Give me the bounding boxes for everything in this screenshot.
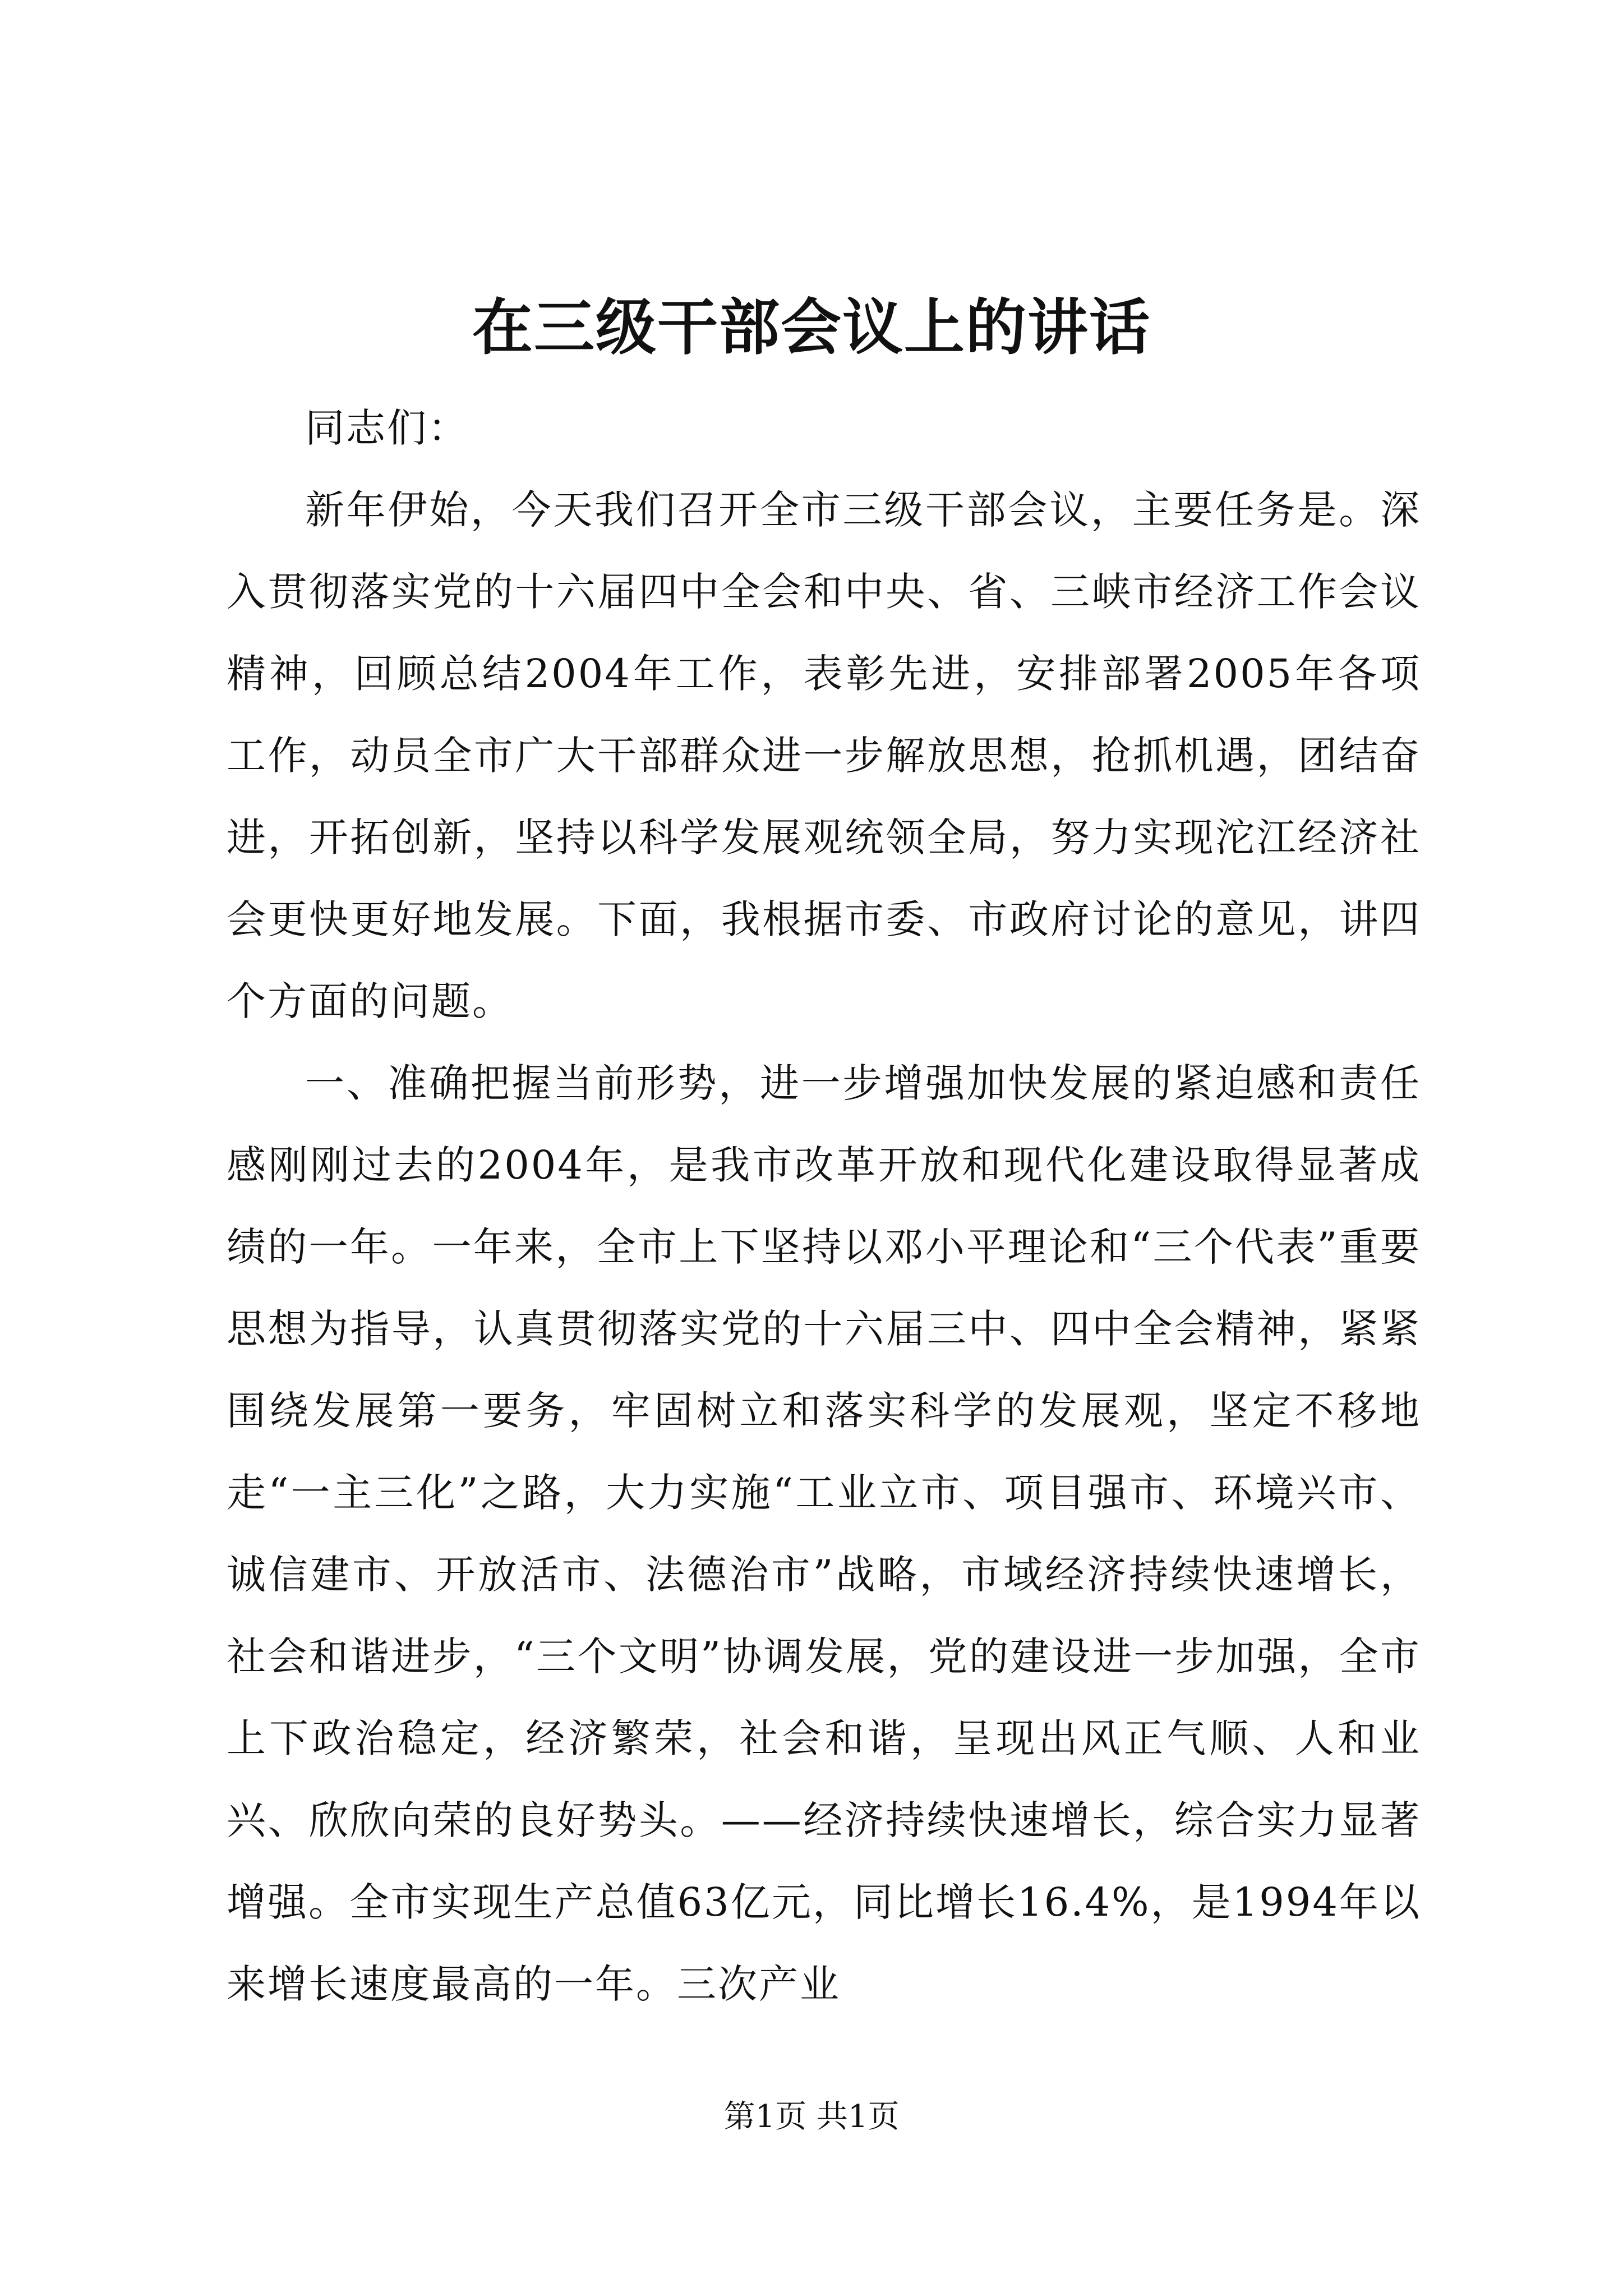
paragraph-intro: 新年伊始，今天我们召开全市三级干部会议，主要任务是。深入贯彻落实党的十六届四中全会和中央、省、三峡市经济工作会议精神，回顾总结2004年工作，表彰先进，安排部署2005年各项工作，动员全市广大干部群众进一步解放思想，抢抓机遇，团结奋进，开拓创新，坚持以科学发展观统领全局，努力实现沱江经济社会更快更好地发展。下面，我根据市委、市政府讨论的意见，讲四个方面的问题。 [227, 487, 1421, 1024]
document-title: 在三级干部会议上的讲话 [472, 292, 1151, 363]
salutation: 同志们： [305, 405, 469, 451]
paragraph-section-one: 一、准确把握当前形势，进一步增强加快发展的紧迫感和责任感刚刚过去的2004年，是我市改革开放和现代化建设取得显著成绩的一年。一年来，全市上下坚持以邓小平理论和“三个代表”重要思想为指导，认真贯彻落实党的十六届三中、四中全会精神，紧紧围绕发展第一要务，牢固树立和落实科学的发展观，坚定不移地走“一主三化”之路，大力实施“工业立市、项目强市、环境兴市、诚信建市、开放活市、法德治市”战略，市域经济持续快速增长，社会和谐进步，“三个文明”协调发展，党的建设进一步加强，全市上下政治稳定，经济繁荣，社会和谐，呈现出风正气顺、人和业兴、欣欣向荣的良好势头。——经济持续快速增长，综合实力显著增强。全市实现生产总值63亿元，同比增长16.4%，是1994年以来增长速度最高的一年。三次产业 [227, 1060, 1421, 2007]
page-footer: 第1页 共1页 [723, 2099, 900, 2135]
document-body [227, 387, 1421, 2025]
